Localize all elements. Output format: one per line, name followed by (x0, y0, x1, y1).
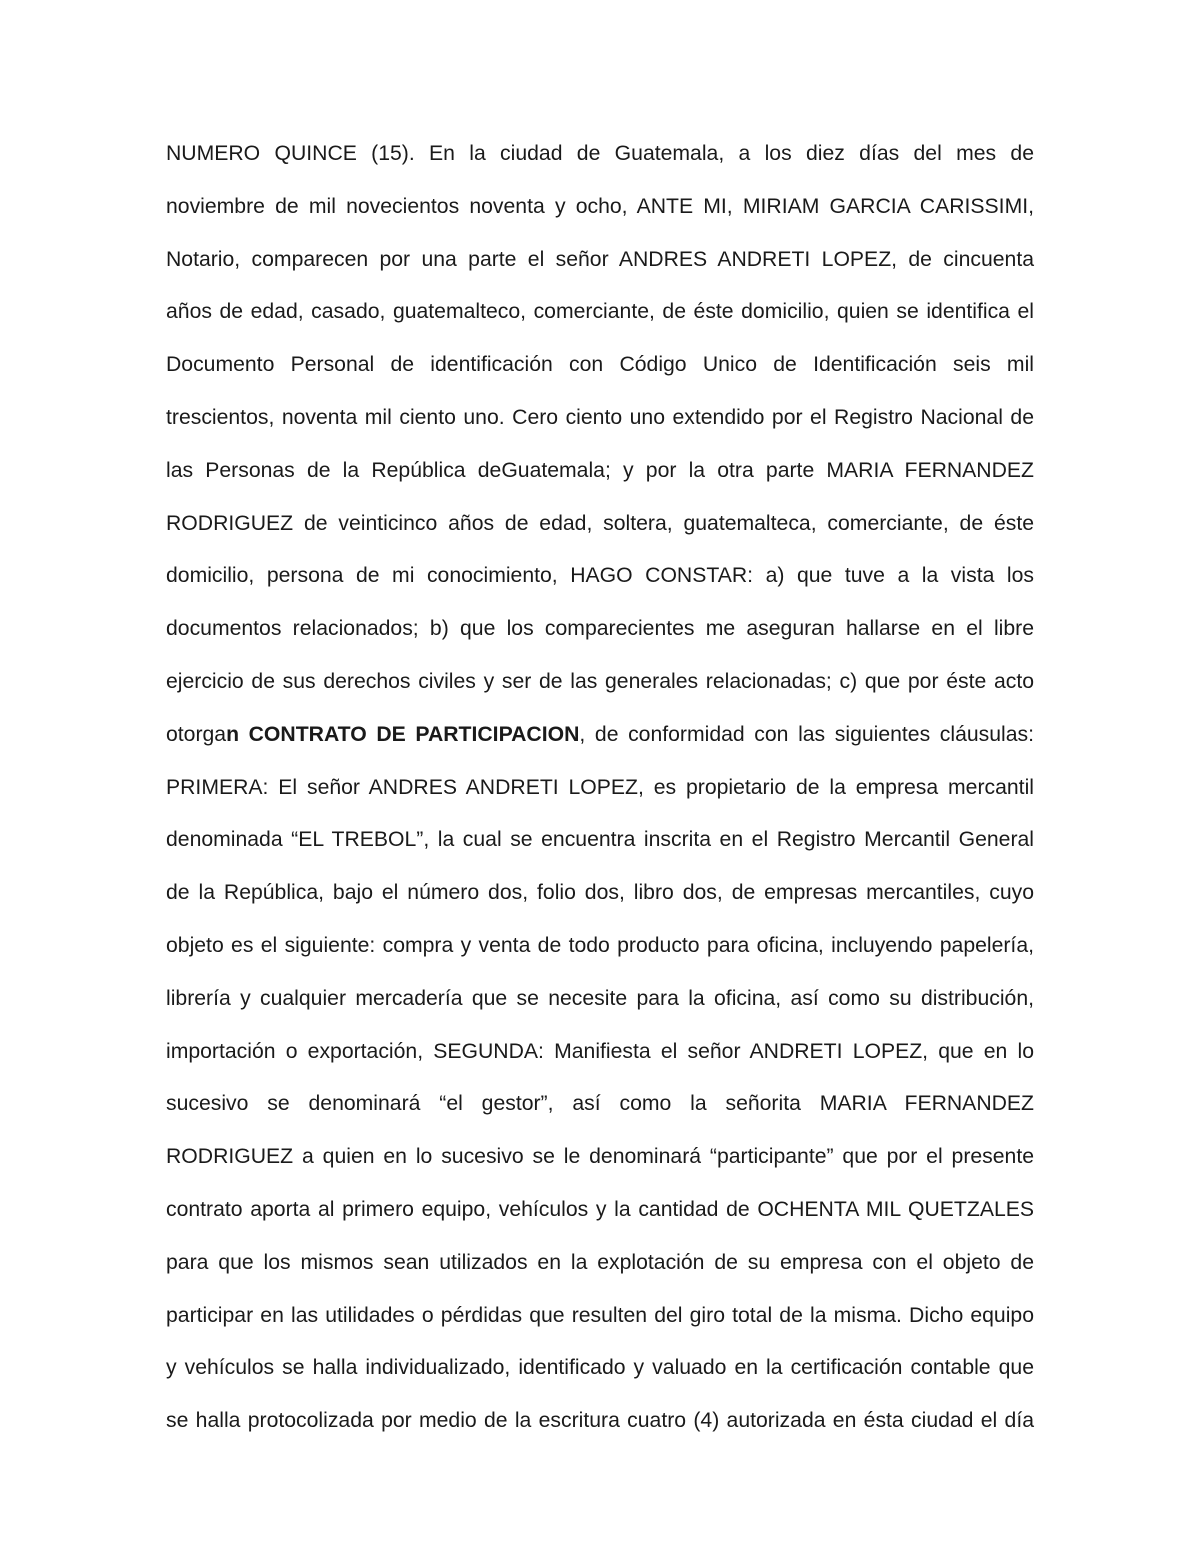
text-line: de la República, bajo el número dos, folio dos, libro dos, de empresas mercantiles, cuyo (166, 881, 1034, 905)
text-line: librería y cualquier mercadería que se necesite para la oficina, así como su distribución, (166, 986, 1034, 1010)
text-line: noviembre de mil novecientos noventa y ocho, ANTE MI, MIRIAM GARCIA CARISSIMI, (166, 194, 1034, 218)
text-line: ejercicio de sus derechos civiles y ser de las generales relacionadas; c) que por éste acto (166, 669, 1034, 693)
text-line-contract-title (166, 717, 1034, 770)
text-line: RODRIGUEZ de veinticinco años de edad, soltera, guatemalteca, comerciante, de éste (166, 511, 1034, 535)
text-line: denominada “EL TREBOL”, la cual se encuentra inscrita en el Registro Mercantil General (166, 828, 1034, 852)
document-body (166, 136, 1034, 1456)
text-line: trescientos, noventa mil ciento uno. Cero ciento uno extendido por el Registro Nacional de (166, 405, 1034, 429)
text-line: años de edad, casado, guatemalteco, comerciante, de éste domicilio, quien se identifica el (166, 300, 1034, 324)
text-line: importación o exportación, SEGUNDA: Manifiesta el señor ANDRETI LOPEZ, que en lo (166, 1039, 1034, 1063)
text-segment: , de conformidad con las siguientes cláusulas: (579, 722, 1035, 746)
text-line: participar en las utilidades o pérdidas que resulten del giro total de la misma. Dicho equipo (166, 1303, 1034, 1327)
text-segment: otorga (166, 722, 227, 746)
text-line: NUMERO QUINCE (15). En la ciudad de Guatemala, a los diez días del mes de (166, 142, 1034, 165)
text-line: para que los mismos sean utilizados en la explotación de su empresa con el objeto de (166, 1250, 1034, 1274)
contract-title: n CONTRATO DE PARTICIPACION (226, 722, 580, 746)
text-line: PRIMERA: El señor ANDRES ANDRETI LOPEZ, es propietario de la empresa mercantil (166, 775, 1034, 799)
text-line: contrato aporta al primero equipo, vehículos y la cantidad de OCHENTA MIL QUETZALES (166, 1197, 1034, 1221)
text-line: objeto es el siguiente: compra y venta de todo producto para oficina, incluyendo papelería, (166, 933, 1034, 957)
text-line: documentos relacionados; b) que los comparecientes me aseguran hallarse en el libre (166, 617, 1034, 641)
text-line: y vehículos se halla individualizado, identificado y valuado en la certificación contable que (166, 1356, 1034, 1380)
text-line: se halla protocolizada por medio de la escritura cuatro (4) autorizada en ésta ciudad el día (166, 1409, 1034, 1433)
text-line: Notario, comparecen por una parte el señor ANDRES ANDRETI LOPEZ, de cincuenta (166, 247, 1034, 271)
text-line: RODRIGUEZ a quien en lo sucesivo se le denominará “participante” que por el presente (166, 1145, 1034, 1169)
text-line: sucesivo se denominará “el gestor”, así como la señorita MARIA FERNANDEZ (166, 1092, 1034, 1116)
text-line: domicilio, persona de mi conocimiento, HAGO CONSTAR: a) que tuve a la vista los (166, 564, 1034, 588)
text-line: las Personas de la República deGuatemala; y por la otra parte MARIA FERNANDEZ (166, 458, 1034, 482)
text-line: Documento Personal de identificación con Código Unico de Identificación seis mil (166, 353, 1034, 377)
